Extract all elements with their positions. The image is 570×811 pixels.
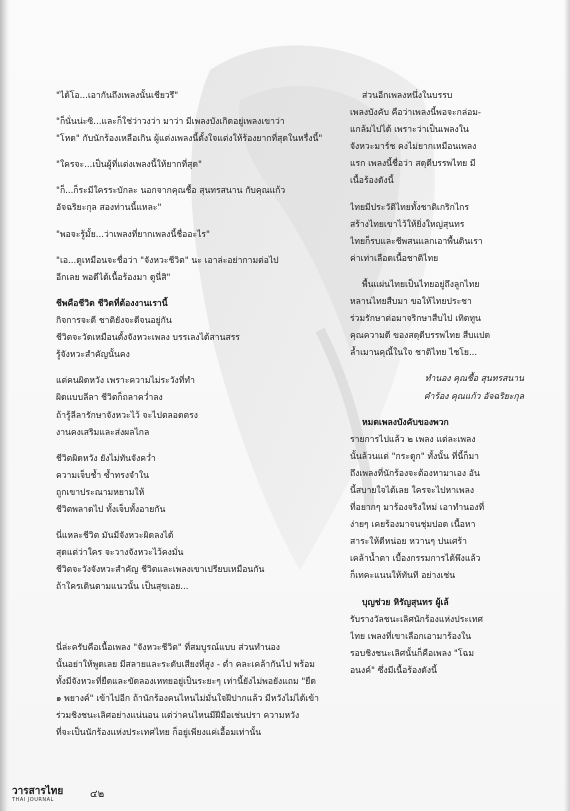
right-column [350, 88, 532, 680]
body-line: จังหวะมาร์ช คงไม่ยากเหมือนเพลง [350, 142, 477, 153]
anthem-line: ล้ำเมานคุณี้ในใจ ชาติไทย ไชโย... [350, 348, 478, 359]
body-line: รับรางวัลชนะเลิศนักร้องแห่งประเทศ [350, 614, 483, 625]
body-line: ทั้งมีจังหวะที่ยืดและขัดลองเหทยอยู่เป็นระยะๆ เท่านี้ยังไม่พอยังแถม "ยืด [56, 677, 316, 688]
lyric-line: ถ้าใครเดินตามแนวนั้น เป็นสุขเอย... [56, 582, 189, 593]
body-line: ๑ พยางค์" เข้าไปอีก ถ้านักร้องคนไหนไม่มั่นใจฝีปากแล้ว มีหวังไม่ได้เข้า [56, 694, 319, 705]
body-line: เนื้อร้องดังนี้ [350, 176, 394, 187]
body-line: เคล้าน้ำตา เบื้องกรรมการได้พึงแล้ว [350, 554, 481, 565]
closing-paragraph [56, 640, 342, 743]
lyric-line: งานคงเสริมและส่งผลไกล [56, 427, 150, 438]
body-line: เพลงบังคับ คือว่าเพลงนี้พอจะกล่อม- [350, 108, 482, 119]
edge-shadow [564, 0, 570, 811]
lyric-line: รู้จังหวะสำคัญนั้นคง [56, 350, 130, 361]
body-line: แกล้มไปได้ เพราะว่าเป็นเพลงใน [350, 125, 469, 136]
dialogue-line: "ใครจะ...เป็นผู้ที่แต่งเพลงนี้ให้ยากที่สุด" [56, 160, 202, 171]
lyric-line: แต่คนผิดหวัง เพราะความไม่ระวังที่ทำ [56, 376, 195, 387]
body-line: รายการไปแล้ว ๒ เพลง แต่ละเพลง [350, 434, 476, 445]
body-line: ที่อยากๆ มาร้องจริงใหม่ เอาทำนองที่ [350, 503, 485, 514]
body-line: ที่จะเป็นนักร้องแห่งประเทศไทย ก็อยู่เพียงแค่เอื้อมเท่านั้น [56, 728, 262, 739]
dialogue-line: "พอจะรู้มั้ย...ว่าเพลงที่ยากเพลงนี้ชื่ออะไร" [56, 229, 210, 240]
song-lyrics [56, 296, 326, 597]
body-line: ง่ายๆ เคยร้องมาจนชุ่มปอด เนื้อหา [350, 520, 476, 531]
lyric-line: ผิดแบบลีลา ชีวิตก็ถลาคว่ำลง [56, 393, 163, 404]
anthem-line: หลานไทยสืบมา ขอให้ไทยประชา [350, 297, 472, 308]
lyric-line: ชีวิตพลาดไป ทั้งเจ็บทั้งอายกัน [56, 505, 166, 516]
lyric-line: ถูกเขาประณามหยามให้ [56, 487, 145, 498]
dialogue-line: อัจฉริยะกุล สองท่านนี้แหละ" [56, 203, 162, 214]
body-line: บุญช่วย หิรัญสุนทร ผู้เล้ [362, 597, 449, 608]
body-line: แรก เพลงนี้ชื่อว่า สดุดีบรรพไทย มี [350, 159, 476, 170]
body-line: ร่วมชิงชนะเลิศอย่างแน่นอน แต่ว่าคนไหนมีฝีมือเช่นปรา ความหวัง [56, 711, 300, 722]
lyric-line: ชีพคือชีวิต ชีวิตที่ต้องงานเรานี้ [56, 299, 168, 309]
lyric-line: ชีวิตผิดหวัง ยังไม่ทันจังคว่ำ [56, 453, 156, 464]
lyric-line: นี่แหละชีวิต มันมีจังหวะผิดลงได้ [56, 531, 174, 542]
body-line: ส่วนอีกเพลงหนึ่งในบรรบ [362, 91, 453, 101]
anthem-line: สร้างไทยเขาไว้ให้ยิ่งใหญ่สุนทร [350, 219, 465, 230]
dialogue-line: "เอ...ดูเหมือนจะชื่อว่า "จังหวะชีวิต" นะ เอาล่ะอย่ากามต่อไป [56, 255, 279, 266]
body-line: สาระให้ดีหน่อย หวานๆ ปนเศร้า [350, 537, 467, 548]
lyric-line: ถ้ารู้ลีลารักษาจังหวะไว้ จะไปตลอดตรง [56, 410, 198, 421]
dialogue-line: อีกเลย พอดีได้เนื้อร้องมา ดูนี่สิ" [56, 272, 171, 283]
body-line: อนงค์" ซึ่งมีเนื้อร้องดังนี้ [350, 665, 437, 676]
body-line: นี้สบายใจได้เลย ใครจะไปหาเพลง [350, 485, 475, 496]
body-line: ถึงเพลงที่นักร้องจะต้องหามาเอง อัน [350, 468, 480, 479]
anthem-line: คุณความดี ของสดุดีบรรพไทย สืบแปด [350, 331, 491, 342]
lyric-line: ชีวิตจะวัดเหมือนตั้งจังหวะเพลง บรรเลงได้สานสรร [56, 333, 240, 344]
body-line: นั้นล้วนแต่ "กระดูก" ทั้งนั้น ที่นี้ก็มา [350, 451, 479, 462]
lyric-line: กิจการจะดี ชาติยังจะดีจนอยู่กัน [56, 316, 172, 327]
binding-shadow [0, 0, 10, 811]
dialogue-line: "ก็...ก็ระมีใครระบักละ นอกจากคุณชื้อ สุนทรสนาน กับคุณแก้ว [56, 186, 286, 197]
dialogue-line: "ได้โอ...เอากันถึงเพลงนั้นเชียวรึ" [56, 91, 179, 101]
dialogue-line: "ก็นั่นน่ะซิ...และก็ใช่ว่าวงว่า มาว่า มีเพลงบังเกิดอยู่เพลงเขาว่า [56, 117, 285, 128]
body-line: ไทย เพลงที่เขาเลือกเอามาร้องใน [350, 631, 472, 642]
credit-composer: ทำนอง คุณชื้อ สุนทรสนาน [424, 374, 524, 385]
lyric-line: ความเจ็บช้ำ ซ้ำทรงจำใน [56, 470, 149, 481]
body-line: นั้นอย่าให้พูดเลย มีสลายและระดับเสียงที่สูง - ต่ำ คละเคล้ากันไป พร้อม [56, 660, 315, 671]
dialogue-column [56, 88, 326, 287]
magazine-logo: วารสารไทย [12, 786, 64, 797]
lyric-line: ชีวิตจะวังจังหวะสำคัญ ชีวิตและเพลงเขาเปรียบเหมือนกัน [56, 565, 265, 576]
lyric-line: สุดแต่ว่าใคร จะวางจังหวะไว้คงมั่น [56, 548, 184, 559]
anthem-line: พื้นแผ่นไทยเป็นไทยอยู่ถึงลูกไทย [362, 279, 480, 290]
anthem-line: ร่วมรักษาต่อมาจริกษาสืบไป เทิดทูน [350, 314, 481, 325]
body-line: ก็เทคะแนนให้ทันที อย่างเช่น [350, 571, 456, 582]
body-line: รอบชิงชนะเลิศนั้นก็คือเพลง "โฉม [350, 648, 474, 659]
page-number: ๔๒ [90, 789, 105, 800]
page-footer [8, 786, 568, 808]
body-line: หมดเพลงบังคับของพวก [362, 417, 449, 428]
magazine-logo-subtitle: THAI JOURNAL [12, 797, 54, 803]
credit-lyricist: คำร้อง คุณแก้ว อัจฉริยะกุล [423, 391, 524, 402]
body-line: นี่ล่ะครับคือเนื้อเพลง "จังหวะชีวิต" ที่สมบูรณ์แบบ ส่วนทำนอง [56, 643, 280, 653]
dialogue-line: "โหด" กับนักร้องเหลือเกิน ผู้แต่งเพลงนี้ตั้งใจแต่งให้ร้องยากที่สุดในหรื่งนี้" [56, 134, 323, 145]
anthem-line: ไทยก็รบและชีพสนแลกเอาพื้นดินเรา [350, 236, 483, 247]
anthem-line: ไทยมีประวัติไทยทั้งชาติเกริกไกร [350, 202, 470, 213]
anthem-line: ค่าเท่าเลือดเนื้อชาติไทย [350, 253, 439, 264]
